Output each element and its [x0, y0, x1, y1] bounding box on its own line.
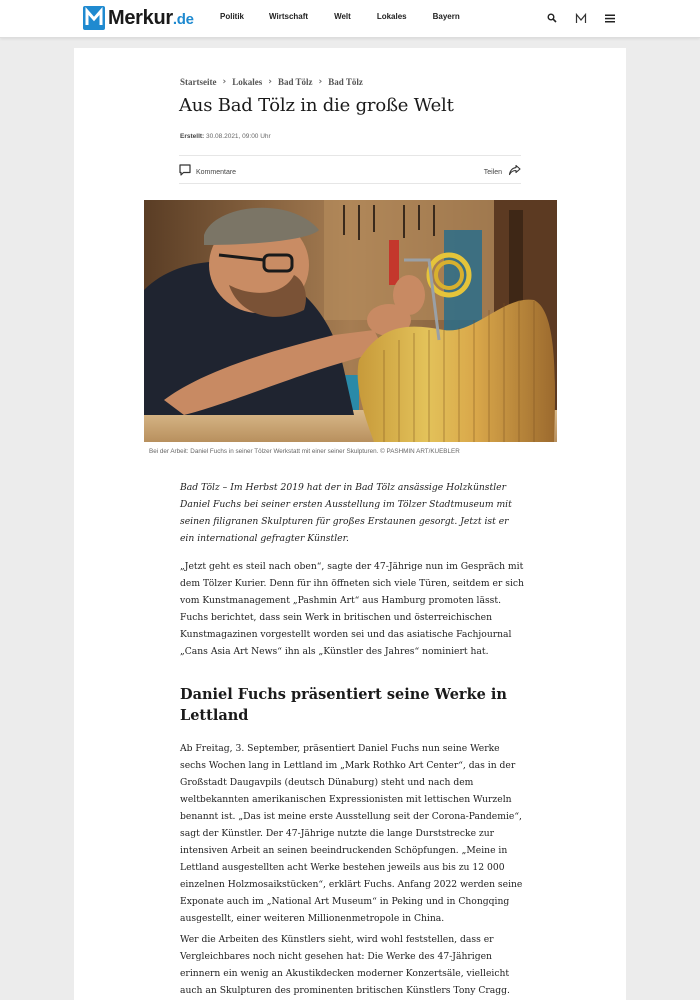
nav-item-welt[interactable]: Welt — [334, 12, 351, 21]
breadcrumb-bad-toelz-2[interactable]: Bad Tölz — [328, 77, 363, 87]
share-button[interactable] — [484, 163, 521, 181]
m-logo-icon[interactable] — [573, 10, 589, 26]
article-paragraph: Ab Freitag, 3. September, präsentiert Daniel Fuchs nun seine Werke sechs Wochen lang in Lettland im „Mark Rothko Art Center“, das in der Großstadt Daugavpils (deutsch Dünaburg) steht und nach dem weltbekannten amerikanischen Expressionisten mit lettischen Wurzeln benannt ist. „Das ist meine erste Ausstellung seit der Corona-Pandemie“, sagt der Künstler. Der 47-Jährige nutzte die lange Durststrecke zur intensiven Arbeit an seinen beeindruckenden Schöpfungen. „Meine in Lettland ausgestellten acht Werke bestehen jeweils aus bis zu 12 000 einzelnen Holzmosaikstücken“, erklärt Fuchs. Anfang 2022 werden seine Exponate auch im „National Art Museum“ in Peking und in Chongqing ausgestellt, einer weiteren Millionenmetropole in China. — [180, 743, 523, 924]
share-label: Teilen — [483, 168, 502, 176]
article-subheading: Daniel Fuchs präsentiert seine Werke in Lettland — [180, 686, 507, 724]
chevron-right-icon: › — [318, 77, 323, 87]
comment-icon — [179, 163, 191, 181]
comments-button[interactable] — [179, 163, 236, 181]
article-actions-bar — [179, 155, 521, 184]
nav-item-politik[interactable]: Politik — [220, 12, 245, 21]
breadcrumb-bad-toelz[interactable]: Bad Tölz — [277, 77, 313, 87]
nav-item-wirtschaft[interactable]: Wirtschaft — [269, 12, 309, 21]
image-caption: Bei der Arbeit: Daniel Fuchs in seiner Tölzer Werkstatt mit einer seiner Skulpturen. © PASHMIN ART/KUEBLER — [149, 448, 460, 455]
breadcrumb — [180, 77, 363, 87]
nav-item-bayern[interactable]: Bayern — [432, 12, 460, 21]
nav-item-lokales[interactable]: Lokales — [376, 12, 407, 21]
artist-workshop-photo — [144, 200, 557, 442]
article-lead: Bad Tölz – Im Herbst 2019 hat der in Bad Tölz ansässige Holzkünstler Daniel Fuchs bei seiner ersten Ausstellung im Tölzer Stadtmuseum mit seinen filigranen Skulpturen für großes Erstaunen gesorgt. Jetzt ist er ein international gefragter Künstler. — [180, 482, 512, 544]
header-actions — [531, 10, 618, 26]
share-icon — [508, 163, 521, 181]
article-image[interactable] — [144, 200, 557, 442]
comments-label: Kommentare — [196, 168, 237, 176]
article-title: Aus Bad Tölz in die große Welt — [179, 95, 454, 116]
created-value: 30.08.2021, 09:00 Uhr — [206, 133, 271, 140]
menu-icon[interactable] — [602, 10, 618, 26]
created-label: Erstellt: — [180, 133, 205, 140]
merkur-logo-icon — [83, 6, 105, 30]
search-icon[interactable] — [544, 10, 560, 26]
chevron-right-icon: › — [222, 77, 227, 87]
site-header — [0, 0, 700, 38]
chevron-right-icon: › — [268, 77, 272, 87]
main-nav — [220, 12, 486, 21]
article-date — [180, 133, 271, 140]
article-paragraph: „Jetzt geht es steil nach oben“, sagte der 47-Jährige nun im Gespräch mit dem Tölzer Kurier. Denn für ihn öffneten sich viele Türen, seitdem er sich vom Kunstmanagement „Pashmin Art“ aus Hamburg promoten lässt. Fuchs berichtet, dass sein Werk in britischen und österreichischen Kunstmagazinen vorgestellt worden sei und das asiatische Fachjournal „Cans Asia Art News“ ihn als „Künstler des Jahres“ nominiert hat. — [180, 561, 524, 657]
breadcrumb-startseite[interactable]: Startseite — [180, 77, 217, 87]
site-logo[interactable] — [83, 4, 194, 32]
logo-wordmark: Merkur.de — [108, 6, 194, 29]
breadcrumb-lokales[interactable]: Lokales — [232, 77, 263, 87]
article-paragraph: Wer die Arbeiten des Künstlers sieht, wird wohl feststellen, dass er Vergleichbares noch nicht gesehen hat: Die Werke des 47-Jährigen erinnern ein wenig an Akustikdecken moderner Konzertsäle, vielleicht auch an Skulpturen des prominenten britischen Künstlers Tony Cragg. — [180, 934, 510, 996]
